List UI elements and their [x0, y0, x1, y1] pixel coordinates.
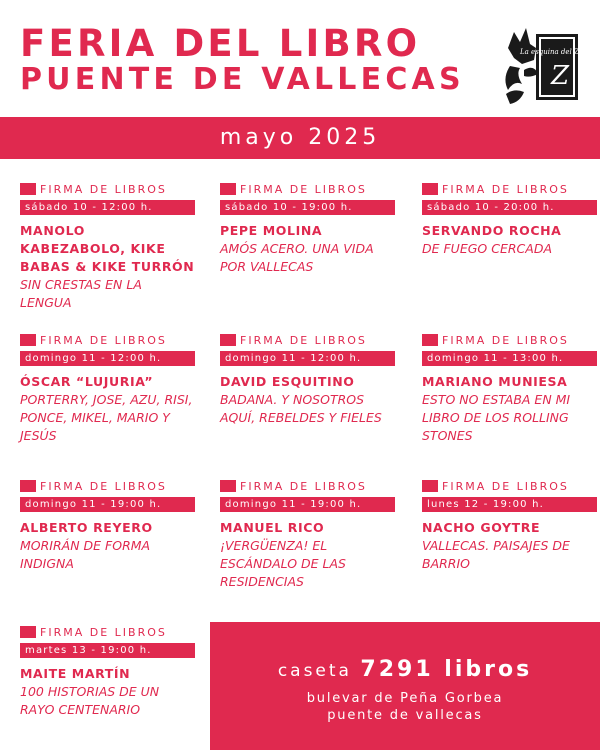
- event-card: [422, 479, 597, 573]
- event-label: FIRMA DE LIBROS: [442, 333, 569, 347]
- event-book: SIN CRESTAS EN LA LENGUA: [20, 277, 142, 310]
- red-square-icon: [220, 480, 236, 492]
- caseta-name: 7291 libros: [360, 657, 533, 682]
- event-author: MARIANO MUNIESA: [422, 374, 568, 389]
- title-line-2: PUENTE DE VALLECAS: [20, 62, 465, 97]
- event-card: [20, 479, 195, 573]
- red-square-icon: [220, 183, 236, 195]
- event-card: [20, 333, 195, 445]
- venue-box: [210, 622, 600, 750]
- event-time: domingo 11 - 12:00 h.: [20, 351, 195, 366]
- red-square-icon: [422, 334, 438, 346]
- event-author: ALBERTO REYERO: [20, 520, 153, 535]
- fox-book-logo-icon: [500, 18, 594, 108]
- event-time: domingo 11 - 19:00 h.: [220, 497, 395, 512]
- month-band: mayo 2025: [0, 117, 600, 159]
- red-square-icon: [20, 626, 36, 638]
- event-author: PEPE MOLINA: [220, 223, 323, 238]
- title-line-1: FERIA DEL LIBRO: [20, 22, 421, 65]
- caseta-line: [210, 657, 600, 682]
- event-card: [422, 333, 597, 445]
- logo-letter: Z: [550, 61, 570, 91]
- address-line-2: puente de vallecas: [327, 708, 483, 723]
- event-book: BADANA. Y NOSOTROS AQUÍ, REBELDES Y FIELES: [220, 392, 382, 425]
- event-label: FIRMA DE LIBROS: [40, 333, 167, 347]
- red-square-icon: [422, 480, 438, 492]
- red-square-icon: [20, 480, 36, 492]
- event-label: FIRMA DE LIBROS: [240, 182, 367, 196]
- event-book: ¡VERGÜENZA! EL ESCÁNDALO DE LAS RESIDENCIAS: [220, 538, 346, 589]
- event-label: FIRMA DE LIBROS: [40, 479, 167, 493]
- event-author: MANOLO KABEZABOLO, KIKE BABAS & KIKE TURRÓN: [20, 223, 195, 274]
- event-label: FIRMA DE LIBROS: [442, 182, 569, 196]
- address-line-1: bulevar de Peña Gorbea: [306, 691, 504, 706]
- event-book: ESTO NO ESTABA EN MI LIBRO DE LOS ROLLING STONES: [422, 392, 571, 443]
- event-card: [20, 182, 195, 312]
- event-book: DE FUEGO CERCADA: [422, 241, 552, 256]
- event-time: lunes 12 - 19:00 h.: [422, 497, 597, 512]
- red-square-icon: [20, 183, 36, 195]
- event-card: [422, 182, 597, 258]
- event-author: MANUEL RICO: [220, 520, 325, 535]
- event-label: FIRMA DE LIBROS: [240, 333, 367, 347]
- event-author: MAITE MARTÍN: [20, 666, 131, 681]
- event-label: FIRMA DE LIBROS: [40, 182, 167, 196]
- logo-text: La esquina del Zorro: [520, 48, 594, 56]
- event-card: [20, 625, 195, 719]
- red-square-icon: [422, 183, 438, 195]
- event-time: martes 13 - 19:00 h.: [20, 643, 195, 658]
- red-square-icon: [220, 334, 236, 346]
- event-card: [220, 479, 395, 591]
- event-author: SERVANDO ROCHA: [422, 223, 562, 238]
- event-book: VALLECAS. PAISAJES DE BARRIO: [422, 538, 570, 571]
- event-author: DAVID ESQUITINO: [220, 374, 355, 389]
- caseta-label: caseta: [277, 661, 352, 681]
- event-book: AMÓS ACERO. UNA VIDA POR VALLECAS: [220, 241, 374, 274]
- event-author: NACHO GOYTRE: [422, 520, 541, 535]
- event-time: domingo 11 - 12:00 h.: [220, 351, 395, 366]
- event-label: FIRMA DE LIBROS: [40, 625, 167, 639]
- event-card: [220, 182, 395, 276]
- event-time: sábado 10 - 19:00 h.: [220, 200, 395, 215]
- event-book: PORTERRY, JOSE, AZU, RISI, PONCE, MIKEL, MARIO Y JESÚS: [20, 392, 193, 443]
- event-label: FIRMA DE LIBROS: [442, 479, 569, 493]
- event-author: ÓSCAR “LUJURIA”: [20, 374, 154, 389]
- red-square-icon: [20, 334, 36, 346]
- event-time: sábado 10 - 20:00 h.: [422, 200, 597, 215]
- event-time: sábado 10 - 12:00 h.: [20, 200, 195, 215]
- event-label: FIRMA DE LIBROS: [240, 479, 367, 493]
- event-time: domingo 11 - 13:00 h.: [422, 351, 597, 366]
- event-book: MORIRÁN DE FORMA INDIGNA: [20, 538, 151, 571]
- event-book: 100 HISTORIAS DE UN RAYO CENTENARIO: [20, 684, 160, 717]
- event-time: domingo 11 - 19:00 h.: [20, 497, 195, 512]
- event-card: [220, 333, 395, 427]
